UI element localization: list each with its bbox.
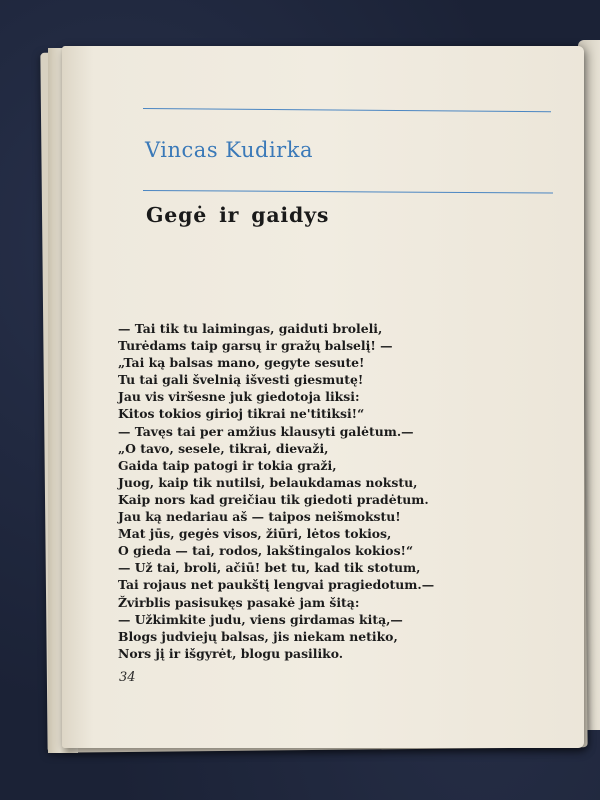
- poem-line: Tai rojaus net paukštį lengvai pragiedotum.—: [118, 577, 435, 593]
- poem-line: Mat jūs, gegės visos, žiūri, lėtos tokios,: [118, 526, 392, 542]
- poem-line: Kitos tokios girioj tikrai ne'titiksi!“: [118, 406, 365, 422]
- poem-line: Žvirblis pasisukęs pasakė jam šitą:: [118, 594, 360, 610]
- poem-line: Turėdams taip garsų ir gražų balselį! —: [118, 338, 393, 354]
- poem-line: Juog, kaip tik nutilsi, belaukdamas nokstu,: [118, 474, 418, 490]
- poem-line: Blogs judviejų balsas, jis niekam netiko,: [118, 628, 398, 644]
- poem-line: O gieda — tai, rodos, lakštingalos kokios!“: [118, 543, 414, 559]
- page-number: 34: [119, 670, 136, 685]
- poem-line: Jau ką nedariau aš — taipos neišmokstu!: [118, 509, 401, 525]
- poem-line: Jau vis viršesne juk giedotoja liksi:: [118, 389, 360, 405]
- poem-line: „O tavo, sesele, tikrai, dievaži,: [118, 440, 329, 456]
- poem-line: Kaip nors kad greičiau tik giedoti pradėtum.: [118, 491, 429, 507]
- poem-line: Gaida taip patogi ir tokia graži,: [118, 457, 337, 473]
- poem-line: Nors jį ir išgyrėt, blogu pasiliko.: [118, 645, 344, 661]
- author-name: Vincas Kudirka: [145, 138, 313, 162]
- poem-line: — Tai tik tu laimingas, gaiduti broleli,: [118, 321, 383, 336]
- poem-line: — Užkimkite judu, viens girdamas kitą,—: [118, 611, 403, 627]
- poem-text: [118, 320, 434, 662]
- poem-line: „Tai ką balsas mano, gegyte sesute!: [118, 355, 365, 371]
- poem-line: — Tavęs tai per amžius klausyti galėtum.—: [118, 423, 414, 439]
- poem-line: Tu tai gali švelnią išvesti giesmutę!: [118, 372, 364, 388]
- poem-line: — Už tai, broli, ačiū! bet tu, kad tik stotum,: [118, 560, 421, 576]
- poem-title: Gegė ir gaidys: [146, 203, 330, 227]
